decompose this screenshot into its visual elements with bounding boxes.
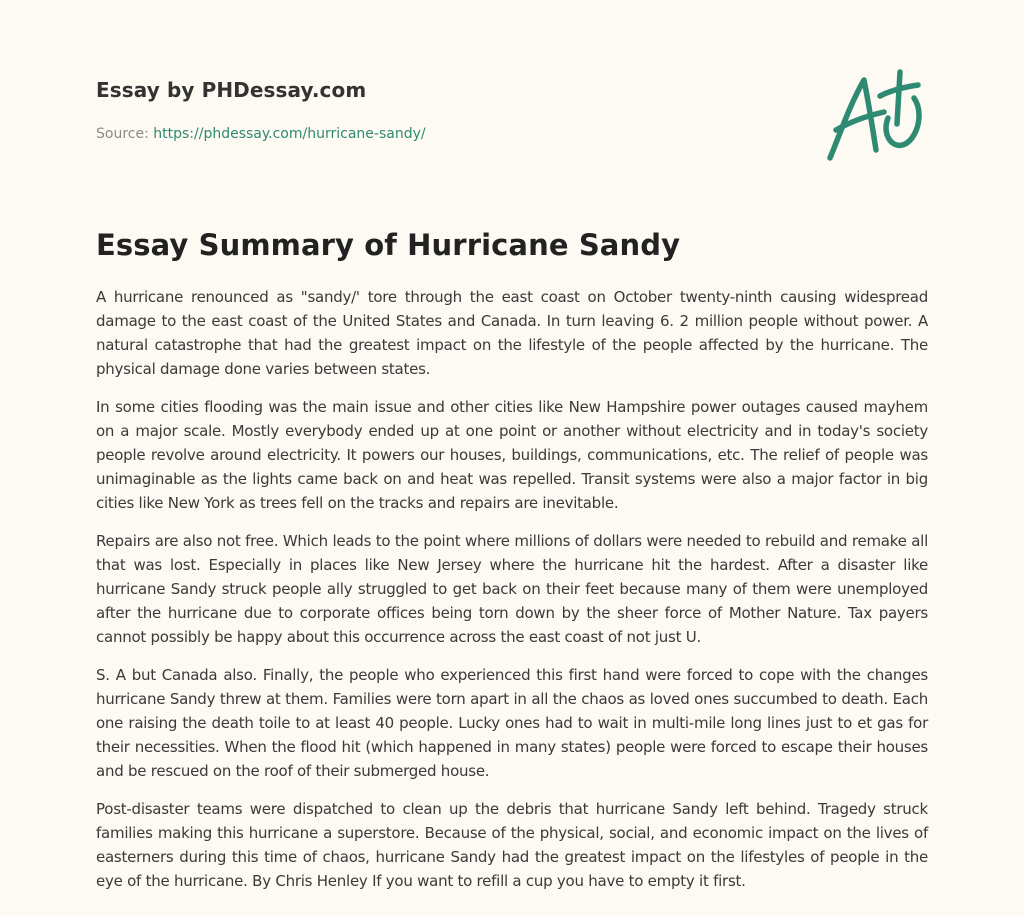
essay-paragraph: Repairs are also not free. Which leads to the point where millions of dollars were needed to rebuild and remake all that was lost. Especially in places like New Jersey where the hurricane hit the hardest. After a disaster like hurricane Sandy struck people ally struggled to get back on their feet because many of them were unemployed after the hurricane due to corporate offices being torn down by the sheer force of Mother Nature. Tax payers cannot possibly be happy about this occurrence across the east coast of not just U. — [96, 532, 928, 646]
source-line — [96, 124, 696, 144]
essay-paragraph: Post-disaster teams were dispatched to clean up the debris that hurricane Sandy left behind. Tragedy struck families making this hurricane a superstore. Because of the physical, social, and economic impact on the lives of easterners during this time of chaos, hurricane Sandy had the greatest impact on the lifestyles of people in the eye of the hurricane. By Chris Henley If you want to refill a cup you have to empty it first. — [96, 800, 928, 890]
site-title: Essay by PHDessay.com — [96, 78, 367, 102]
source-link[interactable]: https://phdessay.com/hurricane-sandy/ — [153, 126, 426, 142]
essay-paragraph: A hurricane renounced as "sandy/' tore through the east coast on October twenty-ninth causing widespread damage to the east coast of the United States and Canada. In turn leaving 6. 2 million people without power. A natural catastrophe that had the greatest impact on the lifestyle of the people affected by the hurricane. The physical damage done varies between states. — [96, 288, 928, 378]
source-label: Source: — [96, 126, 154, 142]
essay-paragraph: S. A but Canada also. Finally, the people who experienced this first hand were forced to cope with the changes hurricane Sandy threw at them. Families were torn apart in all the chaos as loved ones succumbed to death. Each one raising the death toile to at least 40 people. Lucky ones had to wait in multi-mile long lines just to et gas for their necessities. When the flood hit (which happened in many states) people were forced to escape their houses and be rescued on the roof of their submerged house. — [96, 666, 928, 780]
essay-body — [96, 285, 928, 907]
essay-paragraph: In some cities flooding was the main issue and other cities like New Hampshire power outages caused mayhem on a major scale. Mostly everybody ended up at one point or another without electricity and in today's society people revolve around electricity. It powers our houses, buildings, communications, etc. The relief of people was unimaginable as the lights came back on and heat was repelled. Transit systems were also a major factor in big cities like New York as trees fell on the tracks and repairs are inevitable. — [96, 398, 928, 512]
essay-title: Essay Summary of Hurricane Sandy — [96, 228, 681, 262]
page-header — [96, 76, 696, 144]
a-plus-grade-icon — [820, 66, 932, 166]
